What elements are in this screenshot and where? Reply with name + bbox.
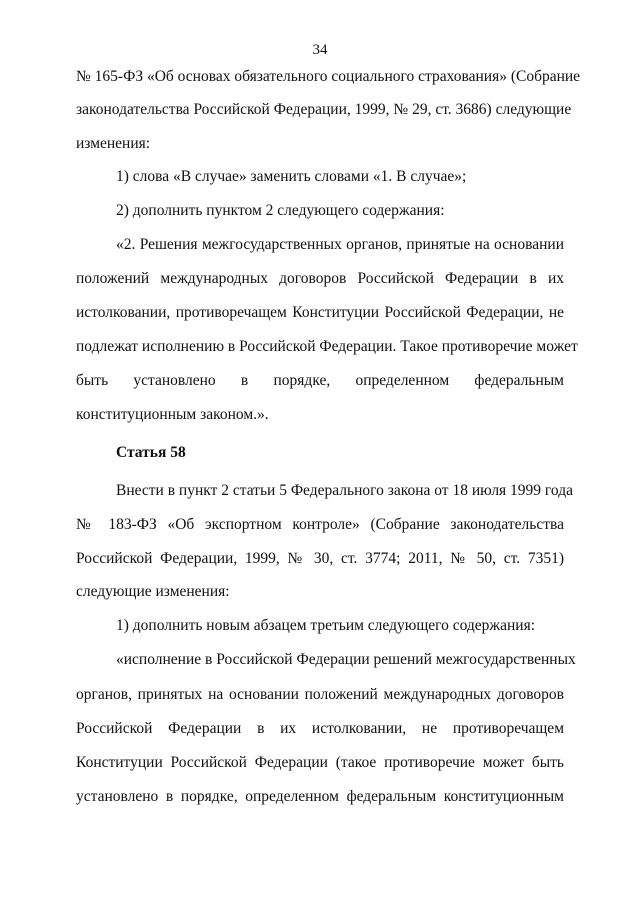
text-line: законодательства Российской Федерации, 1999, № 29, ст. 3686) следующие [76,101,572,118]
text-line: изменения: [76,135,151,152]
text-line: следующие изменения: [76,583,230,600]
article-heading: Статья 58 [116,444,186,461]
text-line: органов, принятых на основании положений международных договоров [76,686,564,703]
text-line: установлено в порядке, определенном федеральным конституционным [76,788,564,805]
text-line: «2. Решения межгосударственных органов, принятые на основании [116,236,564,253]
text-line: № 165-ФЗ «Об основах обязательного социального страхования» (Собрание [76,68,581,85]
text-line: 1) слова «В случае» заменить словами «1. В случае»; [116,168,467,185]
text-line: Внести в пункт 2 статьи 5 Федерального закона от 18 июля 1999 года [116,482,573,499]
text-line: Российской Федерации, 1999, № 30, ст. 3774; 2011, № 50, ст. 7351) [76,550,564,567]
text-line: «исполнение в Российской Федерации решений межгосударственных [116,651,576,668]
text-line: конституционным законом.». [76,406,269,423]
text-line: Российской Федерации в их истолковании, не противоречащем [76,720,564,737]
text-line: 1) дополнить новым абзацем третьим следующего содержания: [116,617,536,634]
page-number: 34 [312,42,328,58]
text-line: положений международных договоров Российской Федерации в их [76,270,564,287]
text-line: быть установлено в порядке, определенном федеральным [76,372,564,389]
text-line: Конституции Российской Федерации (такое противоречие может быть [76,754,564,771]
text-line: № 183-ФЗ «Об экспортном контроле» (Собрание законодательства [76,516,564,533]
text-line: истолковании, противоречащем Конституции Российской Федерации, не [76,304,564,321]
text-line: 2) дополнить пунктом 2 следующего содержания: [116,202,445,219]
text-line: подлежат исполнению в Российской Федерации. Такое противоречие может [76,338,578,355]
